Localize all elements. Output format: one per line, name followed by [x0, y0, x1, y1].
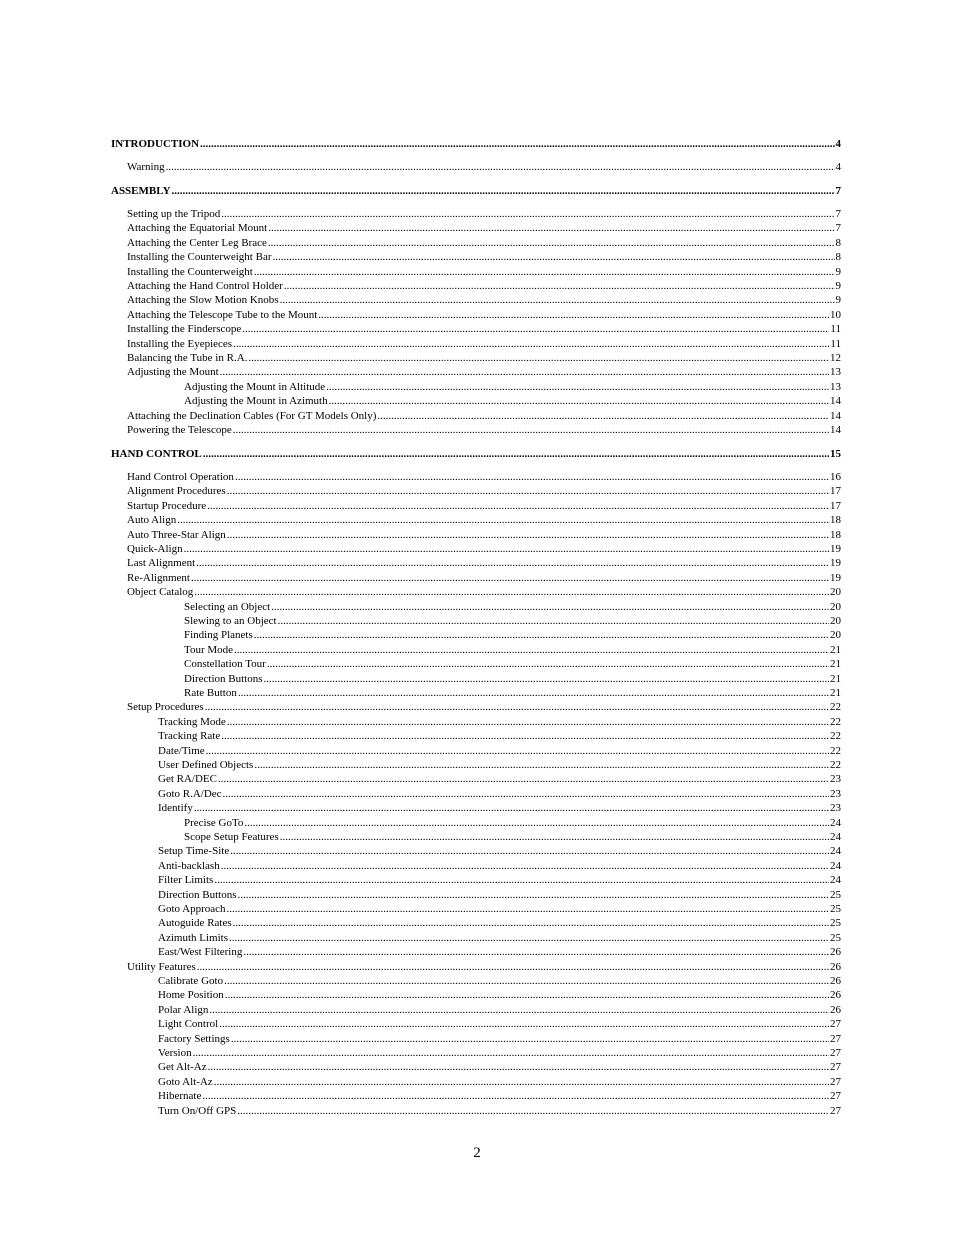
toc-entry-title: Slewing to an Object — [184, 615, 277, 627]
toc-entry-title: Goto Approach — [158, 903, 226, 915]
toc-dot-leader — [220, 366, 829, 379]
toc-entry-page: 9 — [835, 265, 841, 278]
toc-entry-title: Warning — [127, 161, 165, 173]
toc-dot-leader — [197, 961, 829, 974]
toc-dot-leader — [166, 161, 835, 174]
toc-dot-leader — [227, 485, 829, 498]
toc-entry-title: Auto Align — [127, 514, 177, 527]
toc-dot-leader — [193, 1047, 829, 1060]
toc-entry[interactable] — [127, 557, 841, 570]
toc-entry[interactable] — [127, 586, 841, 599]
toc-entry[interactable] — [127, 366, 841, 379]
toc-dot-leader — [273, 251, 835, 264]
toc-entry-title: Attaching the Telescope Tube to the Mount — [127, 308, 318, 321]
toc-entry-title: Attaching the Center Leg Brace — [127, 236, 267, 249]
toc-dot-leader — [244, 817, 829, 830]
toc-entry-title: Filter Limits — [158, 874, 214, 887]
toc-entry-page: 27 — [830, 1075, 841, 1088]
page-number: 2 — [473, 1145, 481, 1161]
toc-dot-leader — [280, 294, 835, 307]
toc-entry-title: ASSEMBLY — [111, 185, 171, 197]
toc-entry-page: 9 — [835, 294, 841, 307]
toc-entry-page: 18 — [830, 514, 841, 527]
toc-entry-page: 12 — [830, 352, 841, 364]
toc-entry[interactable] — [127, 222, 841, 235]
toc-entry[interactable] — [127, 294, 841, 307]
toc-entry-title: Attaching the Declination Cables (For GT Models Only) — [127, 409, 377, 422]
toc-dot-leader — [196, 557, 829, 570]
toc-entry-title: Setting up the Tripod — [127, 208, 221, 220]
toc-entry-page: 20 — [830, 615, 841, 627]
toc-entry-page: 24 — [830, 831, 841, 843]
toc-entry-page: 23 — [830, 787, 841, 800]
toc-entry-title: Calibrate Goto — [158, 975, 224, 987]
toc-entry-page: 27 — [830, 1018, 841, 1031]
toc-entry-page: 25 — [830, 917, 841, 930]
toc-entry[interactable] — [158, 975, 841, 988]
toc-entry-page: 9 — [835, 280, 841, 292]
toc-dot-leader — [208, 1061, 829, 1074]
toc-entry-title: Home Position — [158, 989, 224, 1002]
toc-entry-title: Hibernate — [158, 1090, 202, 1103]
toc-entry-title: Auto Three-Star Align — [127, 528, 226, 541]
toc-entry[interactable] — [158, 917, 841, 930]
toc-dot-leader — [238, 687, 829, 700]
toc-dot-leader — [214, 1076, 829, 1089]
toc-entry[interactable] — [127, 323, 841, 336]
toc-dot-leader — [233, 338, 829, 351]
toc-dot-leader — [254, 266, 835, 279]
toc-entry-title: Precise GoTo — [184, 816, 244, 829]
toc-entry-title: Azimuth Limits — [158, 931, 228, 944]
toc-entry[interactable] — [158, 716, 841, 729]
toc-dot-leader — [200, 138, 834, 151]
toc-entry-page: 15 — [830, 448, 841, 460]
toc-entry[interactable] — [158, 989, 841, 1002]
toc-entry-title: Rate Button — [184, 687, 237, 699]
toc-dot-leader — [221, 730, 829, 743]
toc-entry-title: Installing the Counterweight Bar — [127, 251, 272, 264]
toc-dot-leader — [280, 831, 829, 844]
toc-entry-title: Hand Control Operation — [127, 471, 234, 483]
toc-dot-leader — [207, 500, 829, 513]
toc-dot-leader — [268, 237, 835, 250]
toc-entry-page: 17 — [830, 485, 841, 498]
toc-entry-title: Tracking Mode — [158, 715, 226, 728]
toc-entry-title: HAND CONTROL — [111, 448, 202, 460]
toc-entry-page: 14 — [830, 395, 841, 408]
toc-entry-title: Anti-backlash — [158, 859, 220, 872]
toc-entry[interactable] — [158, 1033, 841, 1046]
toc-entry-title: Constellation Tour — [184, 658, 266, 671]
toc-entry-title: INTRODUCTION — [111, 138, 200, 150]
toc-dot-leader — [221, 208, 834, 221]
toc-dot-leader — [184, 543, 829, 556]
toc-entry-title: Startup Procedure — [127, 499, 207, 512]
toc-entry-page: 24 — [830, 859, 841, 872]
toc-dot-leader — [230, 845, 829, 858]
toc-entry[interactable] — [127, 424, 841, 437]
toc-entry[interactable] — [158, 745, 841, 758]
toc-entry-title: Finding Planets — [184, 629, 253, 642]
toc-entry-page: 22 — [830, 730, 841, 743]
toc-entry[interactable] — [127, 309, 841, 322]
toc-entry-page: 8 — [835, 251, 841, 264]
toc-entry-page: 24 — [830, 845, 841, 858]
toc-entry[interactable] — [127, 237, 841, 250]
toc-dot-leader — [227, 529, 829, 542]
toc-dot-leader — [278, 615, 829, 628]
toc-entry[interactable] — [127, 266, 841, 279]
toc-dot-leader — [177, 514, 829, 527]
toc-entry-title: Re-Alignment — [127, 571, 190, 584]
toc-entry[interactable] — [184, 644, 841, 657]
toc-dot-leader — [223, 788, 829, 801]
toc-entry[interactable] — [158, 1047, 841, 1060]
toc-entry-title: Adjusting the Mount — [127, 366, 219, 379]
toc-dot-leader — [234, 644, 829, 657]
toc-dot-leader — [209, 1004, 829, 1017]
toc-entry-page: 21 — [830, 658, 841, 671]
toc-entry[interactable] — [127, 251, 841, 264]
toc-entry[interactable] — [184, 395, 841, 408]
toc-entry[interactable] — [127, 543, 841, 556]
toc-entry-page: 23 — [830, 773, 841, 786]
toc-entry[interactable] — [184, 658, 841, 671]
toc-entry-page: 26 — [830, 960, 841, 973]
toc-entry-title: East/West Filtering — [158, 946, 243, 959]
toc-entry-page: 21 — [830, 687, 841, 699]
toc-entry-page: 11 — [830, 323, 841, 336]
toc-dot-leader — [224, 975, 829, 988]
toc-entry[interactable] — [184, 601, 841, 614]
toc-entry-page: 26 — [830, 1003, 841, 1016]
toc-entry-title: Version — [158, 1047, 192, 1059]
toc-entry[interactable] — [158, 773, 841, 786]
toc-entry[interactable] — [127, 701, 841, 714]
toc-entry-page: 21 — [830, 672, 841, 685]
toc-entry-page: 22 — [830, 759, 841, 771]
toc-entry-page: 27 — [830, 1104, 841, 1117]
toc-entry[interactable] — [184, 831, 841, 844]
toc-entry[interactable] — [158, 1004, 841, 1017]
toc-entry-title: Polar Align — [158, 1003, 209, 1016]
toc-entry[interactable] — [127, 471, 841, 484]
toc-entry[interactable] — [184, 381, 841, 394]
toc-dot-leader — [268, 222, 834, 235]
toc-entry-title: Utility Features — [127, 960, 196, 973]
toc-dot-leader — [326, 381, 829, 394]
toc-entry[interactable] — [127, 514, 841, 527]
toc-entry-page: 7 — [835, 185, 841, 197]
toc-dot-leader — [264, 673, 829, 686]
toc-entry[interactable] — [127, 572, 841, 585]
toc-dot-leader — [233, 917, 829, 930]
toc-entry-title: Quick-Align — [127, 543, 183, 555]
toc-section-heading[interactable] — [111, 185, 841, 198]
toc-entry[interactable] — [127, 485, 841, 498]
toc-entry-page: 11 — [830, 337, 841, 350]
toc-dot-leader — [329, 395, 829, 408]
toc-entry-page: 20 — [830, 586, 841, 599]
toc-entry-page: 20 — [830, 629, 841, 642]
toc-entry-title: Adjusting the Mount in Azimuth — [184, 395, 328, 408]
toc-dot-leader — [218, 773, 829, 786]
toc-dot-leader — [238, 889, 829, 902]
toc-entry-page: 21 — [830, 643, 841, 656]
toc-entry-title: Factory Settings — [158, 1032, 230, 1045]
toc-entry[interactable] — [127, 161, 841, 174]
toc-entry-page: 27 — [830, 1047, 841, 1059]
toc-dot-leader — [243, 946, 829, 959]
toc-entry-title: Installing the Finderscope — [127, 323, 242, 336]
toc-entry[interactable] — [158, 759, 841, 772]
toc-entry-page: 20 — [830, 600, 841, 613]
toc-dot-leader — [233, 424, 829, 437]
toc-dot-leader — [227, 716, 829, 729]
toc-entry[interactable] — [127, 352, 841, 365]
toc-entry[interactable] — [158, 730, 841, 743]
toc-entry-page: 18 — [830, 528, 841, 541]
toc-entry[interactable] — [158, 1105, 841, 1118]
toc-entry[interactable] — [158, 1076, 841, 1089]
toc-dot-leader — [377, 410, 829, 423]
toc-entry[interactable] — [158, 845, 841, 858]
toc-entry-page: 22 — [830, 701, 841, 714]
toc-entry[interactable] — [184, 673, 841, 686]
toc-entry[interactable] — [127, 961, 841, 974]
toc-dot-leader — [214, 874, 829, 887]
toc-dot-leader — [318, 309, 829, 322]
toc-entry-title: Get Alt-Az — [158, 1061, 207, 1074]
toc-entry-title: Tracking Rate — [158, 730, 221, 743]
toc-section-heading[interactable] — [111, 138, 841, 151]
toc-entry-page: 25 — [830, 931, 841, 944]
toc-entry[interactable] — [158, 946, 841, 959]
toc-entry-page: 26 — [830, 975, 841, 987]
toc-entry-title: Installing the Eyepieces — [127, 337, 233, 350]
toc-entry-page: 26 — [830, 989, 841, 1002]
toc-entry-title: Setup Procedures — [127, 701, 204, 714]
toc-dot-leader — [284, 280, 835, 293]
toc-entry-title: Installing the Counterweight — [127, 265, 253, 278]
toc-dot-leader — [254, 629, 829, 642]
toc-entry-title: Balancing the Tube in R.A. — [127, 352, 248, 364]
toc-entry-page: 14 — [830, 409, 841, 422]
toc-entry-page: 24 — [830, 816, 841, 829]
toc-dot-leader — [237, 1105, 829, 1118]
toc-dot-leader — [221, 860, 829, 873]
toc-entry-title: Attaching the Hand Control Holder — [127, 280, 283, 292]
toc-entry-title: Light Control — [158, 1018, 219, 1031]
toc-entry[interactable] — [127, 410, 841, 423]
toc-entry[interactable] — [127, 529, 841, 542]
toc-entry-page: 16 — [830, 471, 841, 483]
toc-entry[interactable] — [184, 817, 841, 830]
toc-entry-title: Powering the Telescope — [127, 424, 232, 436]
toc-dot-leader — [225, 989, 829, 1002]
toc-entry-title: User Defined Objects — [158, 759, 254, 771]
toc-entry-title: Goto Alt-Az — [158, 1075, 213, 1088]
toc-entry-page: 10 — [830, 308, 841, 321]
toc-entry-title: Adjusting the Mount in Altitude — [184, 380, 326, 393]
toc-dot-leader — [248, 352, 829, 365]
toc-entry-title: Identify — [158, 802, 193, 815]
toc-entry-page: 27 — [830, 1061, 841, 1074]
toc-entry-page: 13 — [830, 366, 841, 379]
toc-entry-page: 25 — [830, 903, 841, 915]
toc-entry-title: Tour Mode — [184, 643, 234, 656]
toc-dot-leader — [191, 572, 829, 585]
toc-entry[interactable] — [158, 1061, 841, 1074]
toc-entry[interactable] — [127, 500, 841, 513]
toc-entry-title: Selecting an Object — [184, 600, 271, 613]
toc-entry[interactable] — [158, 874, 841, 887]
toc-entry-page: 4 — [835, 161, 841, 173]
toc-entry[interactable] — [158, 802, 841, 815]
toc-dot-leader — [205, 701, 829, 714]
toc-entry-page: 23 — [830, 802, 841, 815]
toc-entry-title: Scope Setup Features — [184, 831, 279, 843]
toc-entry-title: Turn On/Off GPS — [158, 1104, 237, 1117]
toc-dot-leader — [235, 471, 829, 484]
toc-entry-page: 26 — [830, 946, 841, 959]
toc-dot-leader — [271, 601, 829, 614]
toc-entry-page: 22 — [830, 744, 841, 757]
toc-entry-title: Setup Time-Site — [158, 845, 230, 858]
toc-entry[interactable] — [158, 788, 841, 801]
toc-entry-title: Last Alignment — [127, 557, 196, 570]
toc-dot-leader — [206, 745, 829, 758]
toc-dot-leader — [242, 323, 829, 336]
toc-entry-page: 13 — [830, 380, 841, 393]
toc-entry-title: Date/Time — [158, 744, 205, 757]
toc-entry-title: Attaching the Equatorial Mount — [127, 222, 268, 235]
toc-entry-page: 27 — [830, 1090, 841, 1103]
toc-entry[interactable] — [184, 629, 841, 642]
toc-entry-page: 22 — [830, 715, 841, 728]
toc-entry-title: Attaching the Slow Motion Knobs — [127, 294, 279, 307]
toc-entry-page: 19 — [830, 557, 841, 570]
toc-entry-page: 24 — [830, 874, 841, 887]
toc-entry-page: 17 — [830, 499, 841, 512]
toc-entry-title: Autoguide Rates — [158, 917, 232, 930]
toc-entry-page: 19 — [830, 543, 841, 555]
toc-dot-leader — [227, 903, 829, 916]
toc-dot-leader — [231, 1033, 829, 1046]
toc-entry[interactable] — [127, 208, 841, 221]
toc-dot-leader — [194, 802, 829, 815]
toc-entry-page: 8 — [835, 236, 841, 249]
toc-entry[interactable] — [158, 889, 841, 902]
toc-dot-leader — [202, 1090, 829, 1103]
toc-dot-leader — [219, 1018, 829, 1031]
toc-entry[interactable] — [158, 860, 841, 873]
toc-entry-page: 19 — [830, 571, 841, 584]
toc-entry-title: Direction Buttons — [158, 888, 237, 901]
toc-entry[interactable] — [127, 338, 841, 351]
toc-dot-leader — [194, 586, 829, 599]
toc-dot-leader — [172, 185, 835, 198]
toc-entry-page: 25 — [830, 888, 841, 901]
toc-dot-leader — [267, 658, 829, 671]
toc-section-heading[interactable] — [111, 448, 841, 461]
toc-entry-page: 27 — [830, 1032, 841, 1045]
toc-entry[interactable] — [184, 615, 841, 628]
toc-dot-leader — [229, 932, 829, 945]
toc-dot-leader — [203, 448, 829, 461]
toc-entry[interactable] — [158, 1090, 841, 1103]
toc-entry[interactable] — [158, 903, 841, 916]
toc-entry-title: Get RA/DEC — [158, 773, 217, 786]
toc-dot-leader — [254, 759, 829, 772]
toc-entry-page: 14 — [830, 424, 841, 436]
toc-entry-page: 4 — [835, 138, 841, 150]
toc-entry[interactable] — [158, 1018, 841, 1031]
toc-entry[interactable] — [158, 932, 841, 945]
toc-entry[interactable] — [127, 280, 841, 293]
toc-entry-title: Direction Buttons — [184, 672, 263, 685]
toc-entry-title: Object Catalog — [127, 586, 194, 599]
toc-entry-title: Alignment Procedures — [127, 485, 226, 498]
toc-entry-page: 7 — [835, 222, 841, 235]
toc-entry[interactable] — [184, 687, 841, 700]
toc-entry-page: 7 — [835, 208, 841, 220]
toc-entry-title: Goto R.A/Dec — [158, 787, 222, 800]
